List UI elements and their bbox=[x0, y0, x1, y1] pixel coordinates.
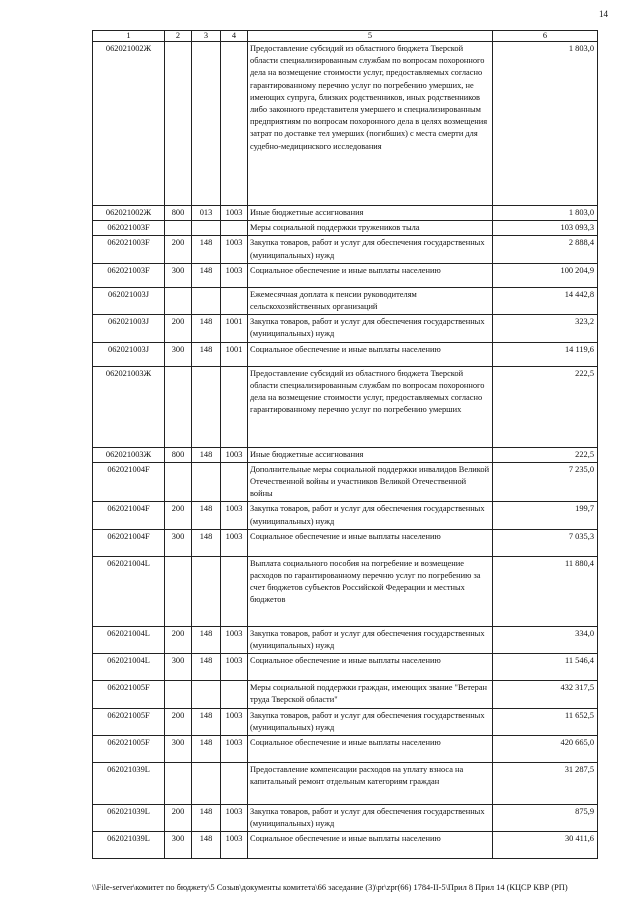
administrator-cell: 148 bbox=[192, 342, 221, 366]
expense-type-cell: 300 bbox=[165, 342, 192, 366]
amount-cell: 1 803,0 bbox=[493, 42, 598, 206]
table-row bbox=[93, 221, 598, 236]
section-cell: 1003 bbox=[221, 206, 248, 221]
administrator-cell bbox=[192, 763, 221, 805]
target-code-cell: 062021003Ж bbox=[93, 366, 165, 447]
target-code-cell: 062021002Ж bbox=[93, 42, 165, 206]
target-code-cell: 062021039L bbox=[93, 763, 165, 805]
administrator-cell bbox=[192, 221, 221, 236]
amount-cell: 323,2 bbox=[493, 315, 598, 342]
item-name-cell: Предоставление субсидий из областного бюджета Тверской области специализированным службам по вопросам похоронного дела на возмещение стоимости услуг, предоставляемых согласно гарантированному перечню услуг по погребению умерших, не имеющих супруга, близких родственников, иных родственников либо законного представителя умершего и специализированным предприятиям по вопросам похоронного дела в целях возмещения затрат по доставке тел умерших (погибших) с места смерти для судебно-медицинского исследования bbox=[248, 42, 493, 206]
target-code-cell: 062021004F bbox=[93, 462, 165, 502]
table-row bbox=[93, 529, 598, 556]
section-cell bbox=[221, 462, 248, 502]
page-number: 14 bbox=[599, 9, 608, 19]
amount-cell: 2 888,4 bbox=[493, 236, 598, 263]
expense-type-cell bbox=[165, 681, 192, 708]
administrator-cell: 148 bbox=[192, 447, 221, 462]
expense-type-cell bbox=[165, 287, 192, 314]
expense-type-cell: 300 bbox=[165, 263, 192, 287]
item-name-cell: Закупка товаров, работ и услуг для обеспечения государственных (муниципальных) нужд bbox=[248, 315, 493, 342]
section-cell bbox=[221, 42, 248, 206]
section-cell: 1001 bbox=[221, 315, 248, 342]
amount-cell: 14 119,6 bbox=[493, 342, 598, 366]
item-name-cell: Иные бюджетные ассигнования bbox=[248, 447, 493, 462]
item-name-cell: Социальное обеспечение и иные выплаты населению bbox=[248, 263, 493, 287]
section-cell bbox=[221, 366, 248, 447]
column-numbers-row bbox=[93, 31, 598, 42]
expense-type-cell: 200 bbox=[165, 236, 192, 263]
item-name-cell: Социальное обеспечение и иные выплаты населению bbox=[248, 654, 493, 681]
administrator-cell: 148 bbox=[192, 708, 221, 735]
item-name-cell: Выплата социального пособия на погребение и возмещение расходов по гарантированному перечню услуг по погребению за счет бюджетов субъектов Российской Федерации и местных бюджетов bbox=[248, 556, 493, 626]
target-code-cell: 062021003F bbox=[93, 221, 165, 236]
expense-type-cell bbox=[165, 462, 192, 502]
item-name-cell: Иные бюджетные ассигнования bbox=[248, 206, 493, 221]
section-cell: 1003 bbox=[221, 236, 248, 263]
expense-type-cell: 200 bbox=[165, 626, 192, 653]
amount-cell: 11 546,4 bbox=[493, 654, 598, 681]
target-code-cell: 062021004L bbox=[93, 626, 165, 653]
target-code-cell: 062021003F bbox=[93, 236, 165, 263]
section-cell: 1003 bbox=[221, 263, 248, 287]
expense-type-cell bbox=[165, 556, 192, 626]
amount-cell: 30 411,6 bbox=[493, 832, 598, 859]
administrator-cell: 013 bbox=[192, 206, 221, 221]
expense-type-cell: 300 bbox=[165, 529, 192, 556]
target-code-cell: 062021005F bbox=[93, 708, 165, 735]
administrator-cell: 148 bbox=[192, 626, 221, 653]
item-name-cell: Меры социальной поддержки тружеников тыла bbox=[248, 221, 493, 236]
administrator-cell: 148 bbox=[192, 315, 221, 342]
amount-cell: 7 035,3 bbox=[493, 529, 598, 556]
item-name-cell: Предоставление субсидий из областного бюджета Тверской области специализированным службам по вопросам похоронного дела на возмещение стоимости услуг, предоставляемых согласно гарантированному перечню услуг по погребению умерших bbox=[248, 366, 493, 447]
table-row bbox=[93, 42, 598, 206]
table-body bbox=[93, 31, 598, 859]
administrator-cell: 148 bbox=[192, 736, 221, 763]
column-header-5: 5 bbox=[248, 31, 493, 42]
table-row bbox=[93, 315, 598, 342]
table-row bbox=[93, 556, 598, 626]
expense-type-cell: 300 bbox=[165, 654, 192, 681]
table-row bbox=[93, 832, 598, 859]
table-row bbox=[93, 236, 598, 263]
item-name-cell: Социальное обеспечение и иные выплаты населению bbox=[248, 736, 493, 763]
section-cell: 1003 bbox=[221, 447, 248, 462]
item-name-cell: Социальное обеспечение и иные выплаты населению bbox=[248, 529, 493, 556]
administrator-cell: 148 bbox=[192, 832, 221, 859]
table-row bbox=[93, 654, 598, 681]
amount-cell: 432 317,5 bbox=[493, 681, 598, 708]
target-code-cell: 062021039L bbox=[93, 805, 165, 832]
target-code-cell: 062021004L bbox=[93, 654, 165, 681]
administrator-cell: 148 bbox=[192, 805, 221, 832]
target-code-cell: 062021003J bbox=[93, 315, 165, 342]
expense-type-cell bbox=[165, 366, 192, 447]
target-code-cell: 062021004L bbox=[93, 556, 165, 626]
section-cell: 1003 bbox=[221, 736, 248, 763]
expense-type-cell: 200 bbox=[165, 708, 192, 735]
expense-type-cell: 200 bbox=[165, 502, 192, 529]
section-cell bbox=[221, 763, 248, 805]
column-header-2: 2 bbox=[165, 31, 192, 42]
column-header-6: 6 bbox=[493, 31, 598, 42]
section-cell: 1003 bbox=[221, 626, 248, 653]
table-row bbox=[93, 681, 598, 708]
administrator-cell bbox=[192, 366, 221, 447]
expense-type-cell: 300 bbox=[165, 832, 192, 859]
amount-cell: 11 880,4 bbox=[493, 556, 598, 626]
target-code-cell: 062021039L bbox=[93, 832, 165, 859]
expense-type-cell bbox=[165, 221, 192, 236]
target-code-cell: 062021005F bbox=[93, 736, 165, 763]
table-row bbox=[93, 287, 598, 314]
administrator-cell: 148 bbox=[192, 263, 221, 287]
item-name-cell: Закупка товаров, работ и услуг для обеспечения государственных (муниципальных) нужд bbox=[248, 805, 493, 832]
expense-type-cell bbox=[165, 42, 192, 206]
column-header-1: 1 bbox=[93, 31, 165, 42]
table-row bbox=[93, 626, 598, 653]
table-row bbox=[93, 805, 598, 832]
target-code-cell: 062021003Ж bbox=[93, 447, 165, 462]
section-cell: 1003 bbox=[221, 654, 248, 681]
item-name-cell: Закупка товаров, работ и услуг для обеспечения государственных (муниципальных) нужд bbox=[248, 626, 493, 653]
section-cell: 1003 bbox=[221, 502, 248, 529]
expense-type-cell bbox=[165, 763, 192, 805]
section-cell bbox=[221, 681, 248, 708]
target-code-cell: 062021004F bbox=[93, 529, 165, 556]
administrator-cell bbox=[192, 42, 221, 206]
table-row bbox=[93, 447, 598, 462]
administrator-cell: 148 bbox=[192, 236, 221, 263]
budget-table bbox=[92, 30, 598, 859]
administrator-cell: 148 bbox=[192, 529, 221, 556]
section-cell bbox=[221, 287, 248, 314]
target-code-cell: 062021002Ж bbox=[93, 206, 165, 221]
item-name-cell: Закупка товаров, работ и услуг для обеспечения государственных (муниципальных) нужд bbox=[248, 708, 493, 735]
amount-cell: 103 093,3 bbox=[493, 221, 598, 236]
administrator-cell bbox=[192, 287, 221, 314]
amount-cell: 334,0 bbox=[493, 626, 598, 653]
administrator-cell bbox=[192, 556, 221, 626]
administrator-cell bbox=[192, 681, 221, 708]
table-row bbox=[93, 342, 598, 366]
amount-cell: 11 652,5 bbox=[493, 708, 598, 735]
section-cell: 1001 bbox=[221, 342, 248, 366]
administrator-cell: 148 bbox=[192, 654, 221, 681]
amount-cell: 1 803,0 bbox=[493, 206, 598, 221]
administrator-cell: 148 bbox=[192, 502, 221, 529]
amount-cell: 875,9 bbox=[493, 805, 598, 832]
target-code-cell: 062021003F bbox=[93, 263, 165, 287]
table-row bbox=[93, 206, 598, 221]
section-cell: 1003 bbox=[221, 708, 248, 735]
item-name-cell: Закупка товаров, работ и услуг для обеспечения государственных (муниципальных) нужд bbox=[248, 502, 493, 529]
item-name-cell: Социальное обеспечение и иные выплаты населению bbox=[248, 832, 493, 859]
target-code-cell: 062021003J bbox=[93, 342, 165, 366]
target-code-cell: 062021005F bbox=[93, 681, 165, 708]
table-row bbox=[93, 502, 598, 529]
amount-cell: 31 287,5 bbox=[493, 763, 598, 805]
section-cell bbox=[221, 556, 248, 626]
expense-type-cell: 800 bbox=[165, 206, 192, 221]
expense-type-cell: 200 bbox=[165, 315, 192, 342]
column-header-3: 3 bbox=[192, 31, 221, 42]
amount-cell: 14 442,8 bbox=[493, 287, 598, 314]
administrator-cell bbox=[192, 462, 221, 502]
table-row bbox=[93, 708, 598, 735]
table-row bbox=[93, 736, 598, 763]
file-path-footer: \\File-server\комитет по бюджету\5 Созыв\документы комитета\66 заседание (3)\pr\zpr(66) 1784-II-5\Прил 8 Прил 14 (КЦСР КВР (РП) bbox=[92, 883, 568, 892]
item-name-cell: Предоставление компенсации расходов на уплату взноса на капитальный ремонт отдельным категориям граждан bbox=[248, 763, 493, 805]
column-header-4: 4 bbox=[221, 31, 248, 42]
amount-cell: 7 235,0 bbox=[493, 462, 598, 502]
section-cell bbox=[221, 221, 248, 236]
amount-cell: 222,5 bbox=[493, 366, 598, 447]
item-name-cell: Меры социальной поддержки граждан, имеющих звание "Ветеран труда Тверской области" bbox=[248, 681, 493, 708]
item-name-cell: Социальное обеспечение и иные выплаты населению bbox=[248, 342, 493, 366]
amount-cell: 222,5 bbox=[493, 447, 598, 462]
amount-cell: 420 665,0 bbox=[493, 736, 598, 763]
table-row bbox=[93, 263, 598, 287]
table-row bbox=[93, 763, 598, 805]
section-cell: 1003 bbox=[221, 832, 248, 859]
item-name-cell: Закупка товаров, работ и услуг для обеспечения государственных (муниципальных) нужд bbox=[248, 236, 493, 263]
target-code-cell: 062021003J bbox=[93, 287, 165, 314]
table-row bbox=[93, 462, 598, 502]
target-code-cell: 062021004F bbox=[93, 502, 165, 529]
section-cell: 1003 bbox=[221, 805, 248, 832]
item-name-cell: Ежемесячная доплата к пенсии руководителям сельскохозяйственных организаций bbox=[248, 287, 493, 314]
expense-type-cell: 300 bbox=[165, 736, 192, 763]
table-row bbox=[93, 366, 598, 447]
expense-type-cell: 800 bbox=[165, 447, 192, 462]
item-name-cell: Дополнительные меры социальной поддержки инвалидов Великой Отечественной войны и участников Великой Отечественной войны bbox=[248, 462, 493, 502]
section-cell: 1003 bbox=[221, 529, 248, 556]
expense-type-cell: 200 bbox=[165, 805, 192, 832]
amount-cell: 100 204,9 bbox=[493, 263, 598, 287]
amount-cell: 199,7 bbox=[493, 502, 598, 529]
